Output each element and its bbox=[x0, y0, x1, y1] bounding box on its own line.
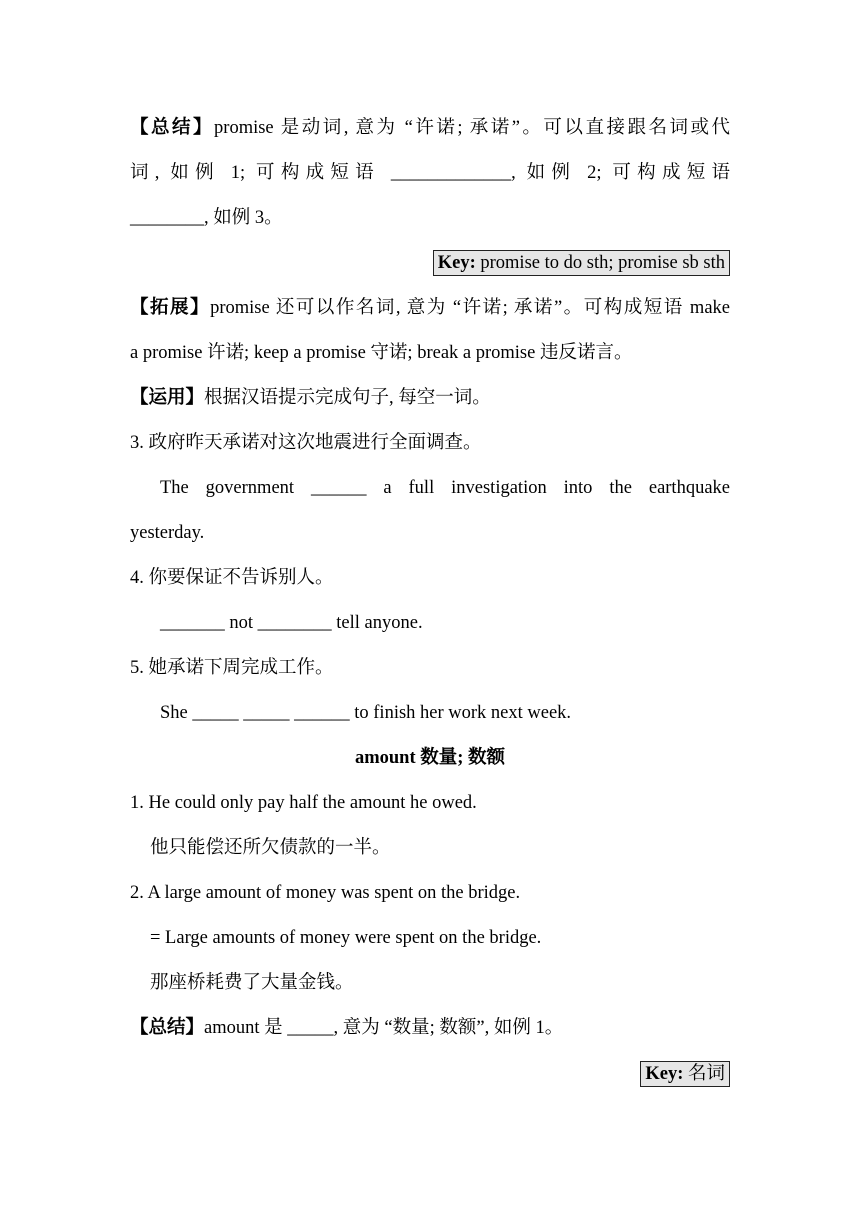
exercise-3-cn: 3. 政府昨天承诺对这次地震进行全面调查。 bbox=[130, 433, 482, 453]
exercise-3-en-line2: yesterday. bbox=[130, 523, 205, 543]
exercise-5-en: She _____ _____ ______ to finish her work next week. bbox=[160, 703, 572, 723]
exercise-4-cn: 4. 你要保证不告诉别人。 bbox=[130, 568, 334, 588]
promise-summary-line1 bbox=[130, 115, 730, 141]
key2-text: 名词 bbox=[687, 1064, 725, 1084]
summary-text: promise 是动词, 意为 “许诺; 承诺”。可以直接跟名词或代 bbox=[214, 118, 730, 138]
key2-label: Key: bbox=[645, 1064, 684, 1084]
key-text: promise to do sth; promise sb sth bbox=[480, 253, 725, 273]
application-text: 根据汉语提示完成句子, 每空一词。 bbox=[204, 388, 491, 408]
extension-text: promise 还可以作名词, 意为 “许诺; 承诺”。可构成短语 make bbox=[210, 298, 730, 318]
promise-summary-line3: ________, 如例 3。 bbox=[130, 208, 283, 228]
application-tag: 【运用】 bbox=[130, 388, 205, 408]
key-label: Key: bbox=[437, 253, 476, 273]
application-line bbox=[130, 385, 730, 411]
exercise-5-cn: 5. 她承诺下周完成工作。 bbox=[130, 658, 334, 678]
amount-summary-line bbox=[130, 1015, 730, 1041]
exercise-4-en: _______ not ________ tell anyone. bbox=[160, 613, 423, 633]
extension-line2: a promise 许诺; keep a promise 守诺; break a promise 违反诺言。 bbox=[130, 343, 633, 363]
answer-key-box bbox=[433, 250, 730, 276]
amount-example-2-cn: 那座桥耗费了大量金钱。 bbox=[150, 973, 354, 993]
amount-example-1-en: 1. He could only pay half the amount he owed. bbox=[130, 793, 477, 813]
amount-example-2-en: 2. A large amount of money was spent on the bridge. bbox=[130, 883, 521, 903]
amount-example-2-alt: = Large amounts of money were spent on the bridge. bbox=[150, 928, 542, 948]
extension-tag: 【拓展】 bbox=[130, 298, 211, 318]
promise-summary-line2: 词, 如例 1; 可构成短语 _____________, 如例 2; 可构成短语 bbox=[130, 163, 730, 183]
amount-summary-text: amount 是 _____, 意为 “数量; 数额”, 如例 1。 bbox=[204, 1018, 564, 1038]
extension-line1 bbox=[130, 295, 730, 321]
summary-tag: 【总结】 bbox=[130, 118, 215, 138]
answer-key-box-2 bbox=[640, 1061, 730, 1087]
exercise-3-en-line1: The government ______ a full investigation into the earthquake bbox=[160, 478, 730, 498]
amount-summary-tag: 【总结】 bbox=[130, 1018, 205, 1038]
amount-heading: amount 数量; 数额 bbox=[354, 748, 506, 768]
amount-example-1-cn: 他只能偿还所欠债款的一半。 bbox=[150, 838, 391, 858]
